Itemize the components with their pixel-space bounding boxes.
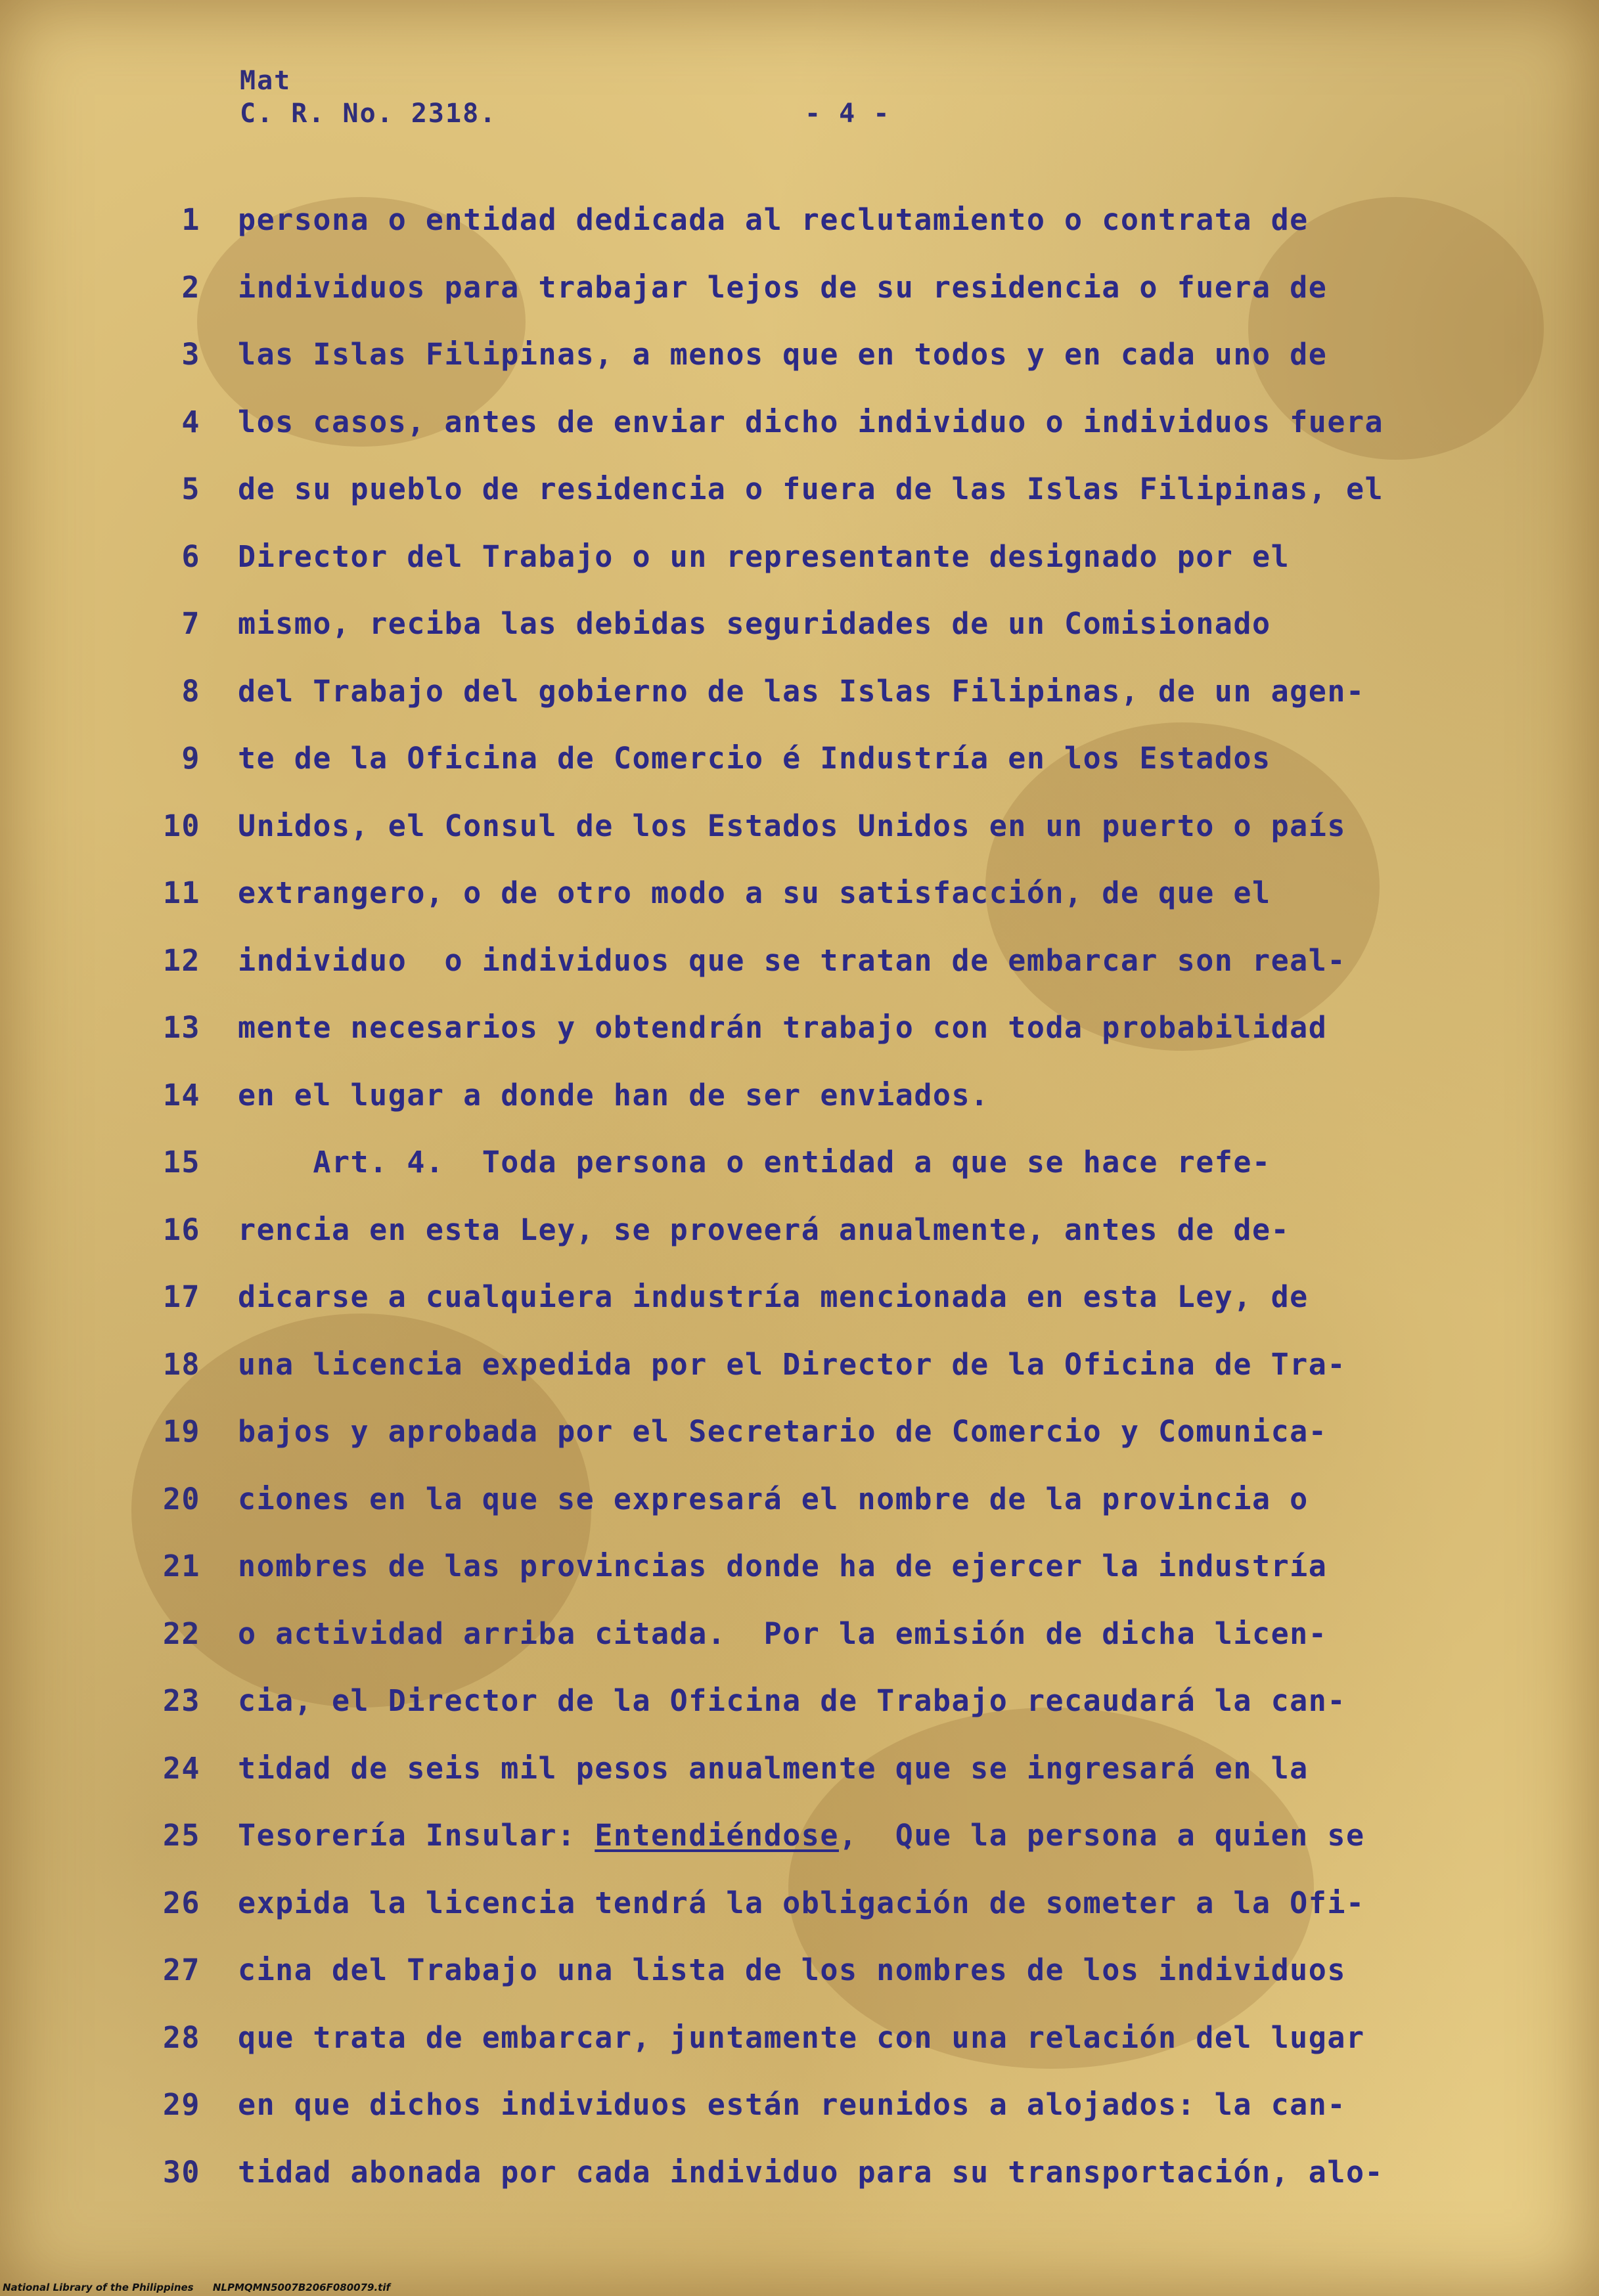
line-text: extrangero, o de otro modo a su satisfacción, de que el: [238, 875, 1271, 910]
line-text: del Trabajo del gobierno de las Islas Filipinas, de un agen-: [238, 673, 1365, 709]
line-number: 27: [162, 1953, 200, 1987]
line-number: 14: [162, 1077, 200, 1113]
text-line: [0, 808, 1599, 854]
line-text: rencia en esta Ley, se proveerá anualmente, antes de de-: [238, 1212, 1290, 1247]
line-text: dicarse a cualquiera industría mencionada en esta Ley, de: [238, 1279, 1309, 1314]
text-line: [0, 2087, 1599, 2133]
line-text: o actividad arriba citada. Por la emisión de dicha licen-: [238, 1616, 1328, 1651]
line-text: bajos y aprobada por el Secretario de Comercio y Comunica-: [238, 1414, 1328, 1449]
footer-library: National Library of the Philippines: [3, 2282, 194, 2293]
line-text: las Islas Filipinas, a menos que en todos y en cada uno de: [238, 337, 1328, 372]
text-line: [0, 1953, 1599, 1998]
text-line: [0, 1212, 1599, 1258]
line-number: 24: [162, 1750, 200, 1786]
line-number: 13: [162, 1010, 200, 1045]
text-line: [0, 1078, 1599, 1124]
line-number: 10: [162, 808, 200, 843]
text-line: [0, 1751, 1599, 1797]
line-text: que trata de embarcar, juntamente con una relación del lugar: [238, 2020, 1365, 2055]
line-number: 1: [181, 202, 200, 237]
line-number: 15: [162, 1145, 200, 1180]
line-text: en el lugar a donde han de ser enviados.: [238, 1077, 989, 1113]
header-cr-number: C. R. No. 2318.: [240, 99, 497, 129]
text-line: [0, 674, 1599, 720]
line-number: 23: [162, 1683, 200, 1718]
line-number: 28: [162, 2020, 200, 2055]
line-text: mismo, reciba las debidas seguridades de un Comisionado: [238, 606, 1271, 641]
line-text: te de la Oficina de Comercio é Industría en los Estados: [238, 741, 1271, 776]
line-number: 29: [162, 2087, 200, 2122]
line-number: 20: [162, 1481, 200, 1516]
text-line: [0, 875, 1599, 921]
underlined-term: Entendiéndose: [595, 1818, 839, 1853]
header-mat: Mat: [240, 66, 292, 96]
footer: [3, 2282, 406, 2293]
line-number: 16: [162, 1212, 200, 1247]
line-text: Art. 4. Toda persona o entidad a que se hace refe-: [238, 1145, 1271, 1180]
text-line: [0, 2155, 1599, 2201]
line-text: mente necesarios y obtendrán trabajo con toda probabilidad: [238, 1010, 1328, 1045]
line-text: los casos, antes de enviar dicho individuo o individuos fuera: [238, 404, 1384, 439]
text-line: [0, 1818, 1599, 1864]
line-text: nombres de las provincias donde ha de ejercer la industría: [238, 1549, 1328, 1583]
text-line: [0, 539, 1599, 585]
line-text: en que dichos individuos están reunidos a alojados: la can-: [238, 2087, 1346, 2122]
text-line: [0, 270, 1599, 316]
line-text: una licencia expedida por el Director de la Oficina de Tra-: [238, 1346, 1346, 1382]
line-text: Director del Trabajo o un representante designado por el: [238, 539, 1290, 574]
line-text-post: , Que la persona a quien se: [838, 1818, 1365, 1853]
line-number: 18: [162, 1346, 200, 1382]
line-text: individuos para trabajar lejos de su residencia o fuera de: [238, 269, 1328, 305]
text-line: [0, 1886, 1599, 1932]
text-line: [0, 337, 1599, 383]
text-line: [0, 202, 1599, 248]
line-number: 3: [181, 337, 200, 372]
line-number: 8: [181, 673, 200, 709]
line-text: individuo o individuos que se tratan de embarcar son real-: [238, 942, 1346, 978]
text-line: [0, 405, 1599, 451]
text-line: [0, 741, 1599, 787]
text-line: [0, 1347, 1599, 1393]
text-line: [0, 2020, 1599, 2066]
line-number: 21: [162, 1549, 200, 1583]
text-line: [0, 472, 1599, 518]
text-line: [0, 1482, 1599, 1528]
line-number: 7: [181, 606, 200, 641]
text-line: [0, 1549, 1599, 1595]
text-line: [0, 606, 1599, 652]
line-text: persona o entidad dedicada al reclutamiento o contrata de: [238, 202, 1309, 237]
line-text-pre: Tesorería Insular:: [238, 1818, 595, 1853]
page-number: - 4 -: [805, 99, 891, 129]
line-text: [238, 1818, 1365, 1853]
line-number: 12: [162, 942, 200, 978]
line-number: 4: [181, 404, 200, 439]
line-text: cia, el Director de la Oficina de Trabajo recaudará la can-: [238, 1683, 1346, 1718]
line-text: expida la licencia tendrá la obligación de someter a la Ofi-: [238, 1885, 1365, 1920]
line-number: 30: [162, 2154, 200, 2190]
text-line: [0, 1279, 1599, 1325]
line-number: 9: [181, 741, 200, 776]
text-line: [0, 943, 1599, 989]
line-number: 19: [162, 1414, 200, 1449]
line-text: Unidos, el Consul de los Estados Unidos en un puerto o país: [238, 808, 1346, 843]
text-line: [0, 1616, 1599, 1662]
line-number: 11: [162, 875, 200, 910]
footer-file-id: NLPMQMN5007B206F080079.tif: [212, 2282, 391, 2293]
line-number: 22: [162, 1616, 200, 1651]
line-number: 25: [162, 1818, 200, 1853]
text-line: [0, 1145, 1599, 1191]
line-text: de su pueblo de residencia o fuera de las Islas Filipinas, el: [238, 472, 1384, 506]
line-number: 2: [181, 269, 200, 305]
line-text: ciones en la que se expresará el nombre de la provincia o: [238, 1481, 1309, 1516]
line-number: 17: [162, 1279, 200, 1314]
text-line: [0, 1010, 1599, 1056]
line-text: tidad de seis mil pesos anualmente que se ingresará en la: [238, 1750, 1309, 1786]
line-number: 6: [181, 539, 200, 574]
line-text: tidad abonada por cada individuo para su transportación, alo-: [238, 2154, 1384, 2190]
line-number: 26: [162, 1885, 200, 1920]
line-number: 5: [181, 472, 200, 506]
text-line: [0, 1414, 1599, 1460]
text-line: [0, 1683, 1599, 1729]
line-text: cina del Trabajo una lista de los nombres de los individuos: [238, 1953, 1346, 1987]
